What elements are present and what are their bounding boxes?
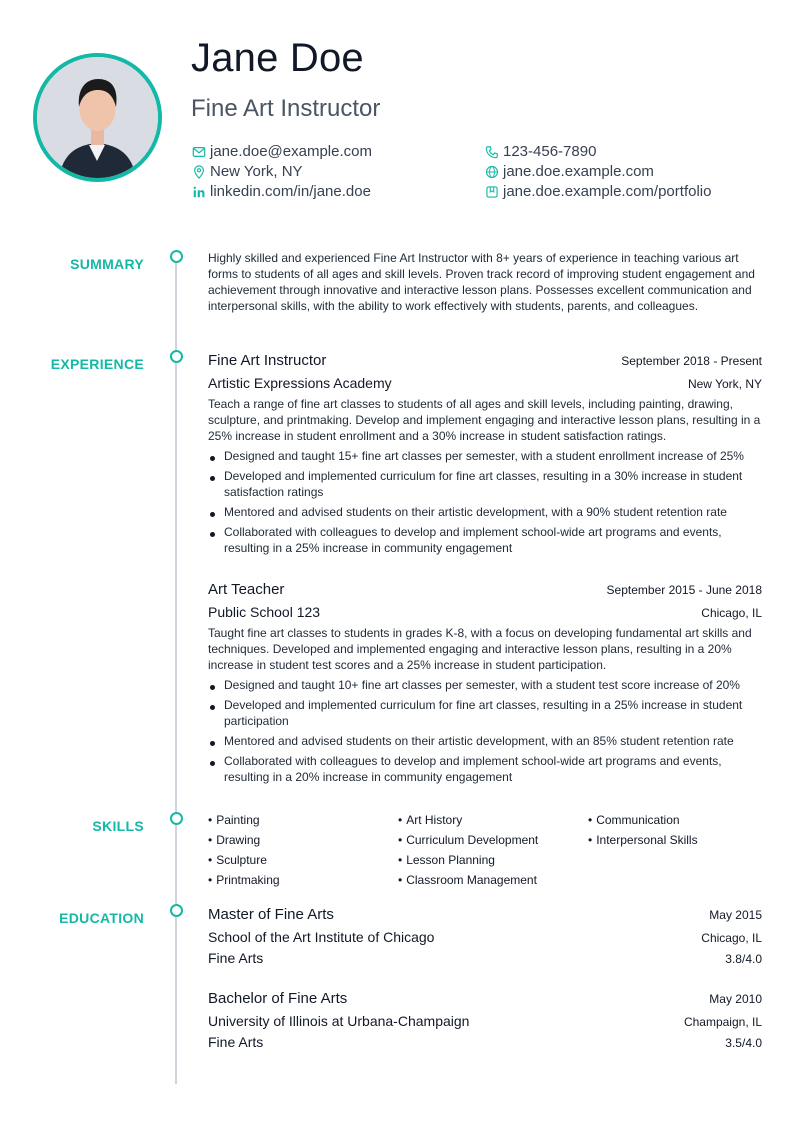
gpa: 3.8/4.0 — [725, 952, 762, 966]
job-description: Taught fine art classes to students in grades K-8, with a focus on developing fundamental art skills and techniques. Developed and implemented engaging and interactive lesson plans, resulting in a 20% increase in student test scores and a 25% increase in student participation. — [208, 626, 752, 672]
contact-phone[interactable] — [485, 143, 596, 160]
skills-grid — [208, 812, 762, 888]
map-pin-icon — [192, 165, 206, 179]
experience-entry — [208, 352, 762, 556]
job-bullet: Mentored and advised students on their artistic development, with a 90% student retention rate — [208, 504, 762, 520]
contact-location — [192, 163, 303, 180]
field-of-study: Fine Arts — [208, 950, 264, 966]
timeline-dot-skills — [170, 812, 183, 825]
degree: Bachelor of Fine Arts — [208, 990, 348, 1007]
degree: Master of Fine Arts — [208, 906, 334, 923]
candidate-title: Fine Art Instructor — [191, 95, 381, 122]
timeline-dot-summary — [170, 250, 183, 263]
skill-item: • Art History — [398, 812, 588, 828]
contact-website[interactable] — [485, 163, 654, 180]
skill-item: • Painting — [208, 812, 398, 828]
job-bullet: Designed and taught 10+ fine art classes per semester, with a student test score increase of 20% — [208, 677, 762, 693]
education-entry — [208, 906, 762, 966]
school: University of Illinois at Urbana-Champaign — [208, 1013, 470, 1029]
education-location: Chicago, IL — [701, 931, 762, 945]
skill-item: • Sculpture — [208, 852, 398, 868]
profile-photo-illustration — [37, 57, 158, 178]
education-entry — [208, 990, 762, 1050]
skill-empty — [588, 852, 762, 868]
contact-linkedin-text: linkedin.com/in/jane.doe — [210, 183, 371, 200]
education-date: May 2010 — [709, 992, 762, 1006]
contact-phone-text: 123-456-7890 — [503, 143, 597, 160]
job-bullet: Developed and implemented curriculum for fine art classes, resulting in a 30% increase in student satisfaction ratings — [208, 468, 762, 500]
contact-portfolio-text: jane.doe.example.com/portfolio — [503, 183, 712, 200]
section-label-skills: SKILLS — [92, 818, 144, 834]
job-date: September 2018 - Present — [621, 354, 762, 368]
job-date: September 2015 - June 2018 — [606, 583, 762, 597]
skill-empty — [588, 872, 762, 888]
candidate-name: Jane Doe — [191, 36, 364, 80]
job-bullet: Mentored and advised students on their artistic development, with an 85% student retention rate — [208, 733, 762, 749]
skill-item: • Classroom Management — [398, 872, 588, 888]
globe-icon — [485, 165, 499, 179]
job-company: Artistic Expressions Academy — [208, 375, 392, 391]
skill-item: • Curriculum Development — [398, 832, 588, 848]
job-bullet: Collaborated with colleagues to develop and implement school-wide art programs and events, resulting in a 20% increase in community engagement — [208, 753, 762, 785]
skill-item: • Communication — [588, 812, 762, 828]
job-description: Teach a range of fine art classes to students of all ages and skill levels, including painting, drawing, sculpture, and printmaking. Develop and implement engaging and interactive lesson plans, resulting in a 25% increase in student enrollment and a 30% increase in student satisfaction ratings. — [208, 397, 761, 443]
field-of-study: Fine Arts — [208, 1034, 264, 1050]
phone-icon — [485, 145, 499, 159]
job-title: Fine Art Instructor — [208, 352, 327, 369]
linkedin-icon — [192, 185, 206, 199]
timeline-dot-experience — [170, 350, 183, 363]
education-date: May 2015 — [709, 908, 762, 922]
experience-entry — [208, 581, 762, 785]
section-label-experience: EXPERIENCE — [50, 356, 144, 372]
job-company: Public School 123 — [208, 604, 321, 620]
skill-item: • Interpersonal Skills — [588, 832, 762, 848]
job-bullet: Designed and taught 15+ fine art classes per semester, with a student enrollment increase of 25% — [208, 448, 762, 464]
contact-location-text: New York, NY — [210, 163, 303, 180]
contact-linkedin[interactable] — [192, 183, 371, 200]
job-bullet: Collaborated with colleagues to develop and implement school-wide art programs and events, resulting in a 25% increase in community engagement — [208, 524, 762, 556]
contact-portfolio[interactable] — [485, 183, 711, 200]
education-location: Champaign, IL — [683, 1015, 762, 1029]
profile-photo — [33, 53, 162, 182]
contact-email-text: jane.doe@example.com — [210, 143, 372, 160]
contact-website-text: jane.doe.example.com — [503, 163, 654, 180]
section-label-education: EDUCATION — [59, 910, 144, 926]
skill-item: • Drawing — [208, 832, 398, 848]
job-location: New York, NY — [687, 377, 762, 391]
job-title: Art Teacher — [208, 581, 285, 598]
section-label-summary: SUMMARY — [70, 256, 144, 272]
school: School of the Art Institute of Chicago — [208, 929, 435, 945]
skill-item: • Lesson Planning — [398, 852, 588, 868]
job-location: Chicago, IL — [701, 606, 762, 620]
contact-email[interactable] — [192, 143, 372, 160]
gpa: 3.5/4.0 — [725, 1036, 762, 1050]
timeline-dot-education — [170, 904, 183, 917]
skill-item: • Printmaking — [208, 872, 398, 888]
portfolio-icon — [485, 185, 499, 199]
timeline-line — [175, 256, 177, 1084]
summary-text: Highly skilled and experienced Fine Art Instructor with 8+ years of experience in teaching various art forms to students of all ages and skill levels. Proven track record of improving student engagement and achievement through innovative and interactive lesson plans. Possesses excellent communication and interpersonal skills, with the ability to work effectively with students, parents, and colleagues. — [208, 251, 755, 313]
job-bullet: Developed and implemented curriculum for fine art classes, resulting in a 25% increase in student participation — [208, 697, 762, 729]
mail-icon — [192, 145, 206, 159]
